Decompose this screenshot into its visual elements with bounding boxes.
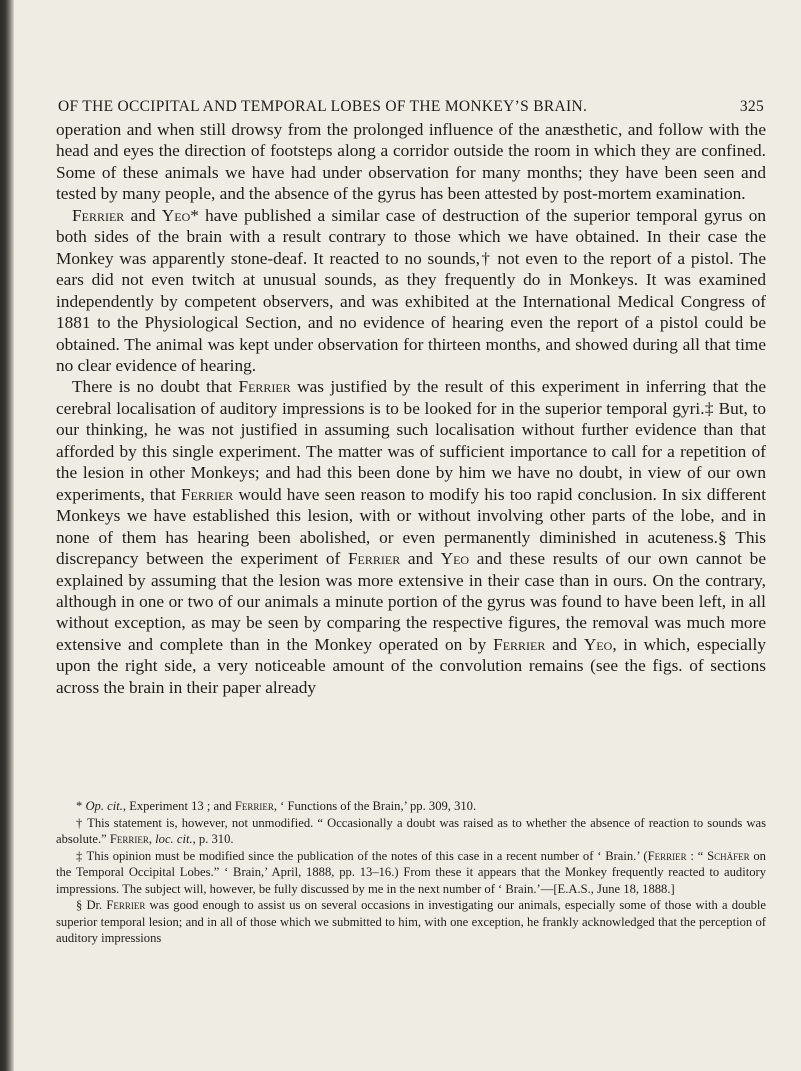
author-name: Ferrier — [181, 484, 234, 504]
running-title: OF THE OCCIPITAL AND TEMPORAL LOBES OF THE MONKEY’S BRAIN. — [58, 98, 588, 115]
author-name: Yeo — [161, 205, 191, 225]
footnote-2: † This statement is, however, not unmodified. “ Occasionally a doubt was raised as to whether the absence of reaction to sounds was absolute.” Ferrier, loc. cit., p. 310. — [56, 815, 766, 846]
footnote-1: * Op. cit., Experiment 13 ; and Ferrier, ‘ Functions of the Brain,’ pp. 309, 310. — [76, 799, 477, 813]
paragraph-2: Ferrier and Yeo* have published a similar case of destruction of the superior temporal gyrus on both sides of the brain with a result contrary to those which we have obtained. In their case the Monkey was apparently stone-deaf. It reacted to no sounds,† not even to the report of a pistol. The ears did not even twitch at unusual sounds, as they frequently do in Monkeys. It was examined independently by competent observers, and was exhibited at the International Medical Congress of 1881 to the Physiological Section, and no evidence of hearing even the report of a pistol could be obtained. The animal was kept under observation for thirteen months, and showed during all that time no clear evidence of hearing. — [56, 205, 766, 375]
paragraph-1 — [56, 119, 766, 205]
footnote-3: ‡ This opinion must be modified since the publication of the notes of this case in a recent number of ‘ Brain.’ (Ferrier : “ Schäfer on the Temporal Occipital Lobes.” ‘ Brain,’ April, 1888, pp. 13–16.) From these it appears that the Monkey frequently reacted to auditory impressions. The subject will, however, be fully discussed by me in the next number of ‘ Brain.’—[E.A.S., June 18, 1888.] — [56, 848, 766, 896]
paragraph-3: There is no doubt that Ferrier was justified by the result of this experiment in inferring that the cerebral localisation of auditory impressions is to be looked for in the superior temporal gyri.‡ But, to our thinking, he was not justified in assuming such localisation without further evidence than that afforded by this single experiment. The matter was of sufficient importance to call for a repetition of the lesion in other Monkeys; and had this been done by him we have no doubt, in view of our own experiments, that Ferrier would have seen reason to modify his too rapid conclusion. In six different Monkeys we have established this lesion, with or without involving other parts of the lobe, and in none of them has hearing been abolished, or even permanently diminished in acuteness.§ This discrepancy between the experiment of Ferrier and Yeo and these results of our own cannot be explained by assuming that the lesion was more extensive in their case than in ours. On the contrary, although in one or two of our animals a minute portion of the gyrus was found to have been left, in all without exception, as may be seen by comparing the respective figures, the removal was much more extensive and complete than in the Monkey operated on by Ferrier and Yeo, in which, especially upon the right side, a very noticeable amount of the convolution remains (see the figs. of sections across the brain in their paper already — [56, 377, 767, 697]
paragraph-1-text: operation and when still drowsy from the prolonged influence of the anæsthetic, and follow with the head and eyes the direction of footsteps along a corridor outside the room in which they are confined. Some of these animals we have had under observation for many months; they have been seen and tested by many people, and the absence of the gyrus has been attested by post-mortem examination. — [56, 120, 766, 204]
footnote-4: § Dr. Ferrier was good enough to assist us on several occasions in investigating our animals, especially some of those with a double superior temporal lesion; and in all of those which we submitted to him, with one exception, he frankly acknowledged that the perception of auditory impressions — [56, 898, 767, 945]
author-name: Ferrier — [238, 377, 291, 397]
author-name: Ferrier — [347, 549, 401, 569]
book-binding-edge — [0, 0, 14, 1071]
author-name: Yeo — [583, 634, 613, 654]
author-name: Ferrier — [234, 799, 274, 813]
author-name: Ferrier — [493, 634, 546, 654]
footnotes — [56, 798, 766, 947]
page-number: 325 — [739, 98, 764, 115]
main-text — [56, 119, 766, 698]
author-name: Ferrier — [109, 832, 149, 846]
author-name: Ferrier — [72, 205, 125, 225]
author-name: Ferrier — [647, 848, 687, 863]
author-name: Schäfer — [707, 848, 750, 863]
page-header — [58, 98, 764, 116]
paragraph-2-text: * have published a similar case of destruction of the superior temporal gyrus on both sides of the brain with a result contrary to those which we have obtained. In their case the Monkey was apparently stone-deaf. It reacted to no sounds,† not even to the report of a pistol. The ears did not even twitch at unusual sounds, as they frequently do in Monkeys. It was examined independently by competent observers, and was exhibited at the International Medical Congress of 1881 to the Physiological Section, and no evidence of hearing even the report of a pistol could be obtained. The animal was kept under observation for thirteen months, and showed during all that time no clear evidence of hearing. — [56, 205, 766, 375]
author-name: Ferrier — [106, 898, 146, 912]
author-name: Yeo — [440, 549, 470, 569]
